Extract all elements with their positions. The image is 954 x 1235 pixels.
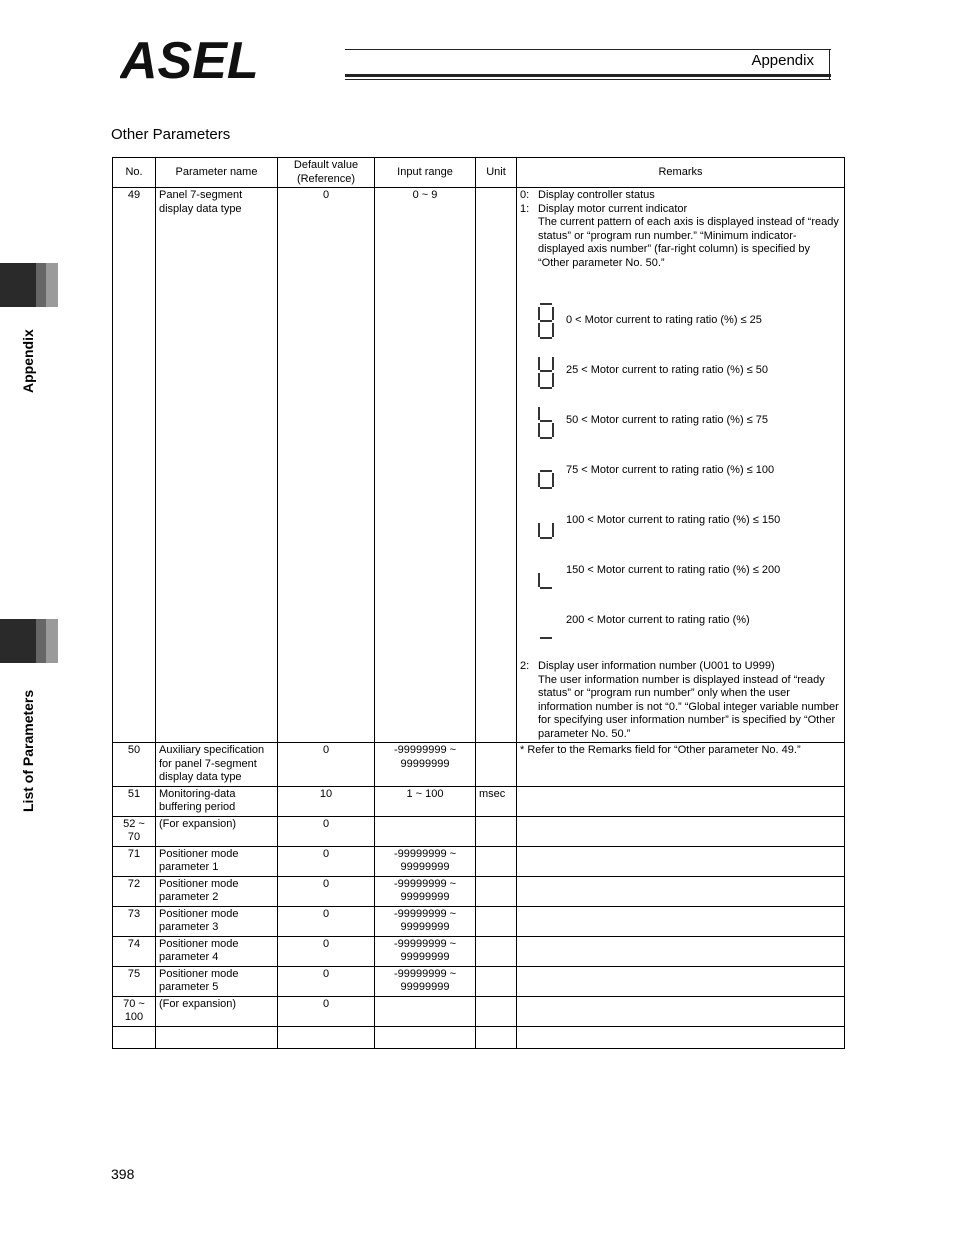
segment-level-label: 150 < Motor current to rating ratio (%) ≤ 200 <box>566 564 781 577</box>
cell-name: Panel 7-segment display data type <box>156 188 278 743</box>
side-tab-appendix: Appendix <box>20 329 36 393</box>
cell-unit <box>476 743 517 787</box>
cell-unit <box>476 906 517 936</box>
cell-unit <box>476 188 517 743</box>
cell-no: 72 <box>113 876 156 906</box>
cell-default: 0 <box>278 906 375 936</box>
seven-segment-icon <box>534 601 558 641</box>
remark-option-2-desc: The user information number is displayed instead of “ready status” or “program run number” only when the user information number is not “0.” “Global integer variable number for specifying user information number” is specified by “Other parameter No. 50.” <box>538 673 839 740</box>
cell-no: 50 <box>113 743 156 787</box>
cell-unit <box>476 966 517 996</box>
cell-unit <box>476 936 517 966</box>
col-default-value: Default value (Reference) <box>278 158 375 188</box>
cell-default: 0 <box>278 188 375 743</box>
segment-level-row <box>520 546 841 596</box>
table-row <box>113 906 845 936</box>
segment-level-label: 200 < Motor current to rating ratio (%) <box>566 614 750 627</box>
cell-remarks <box>517 816 845 846</box>
remark-option-1: 1: Display motor current indicator <box>520 202 688 215</box>
cell-name: Positioner mode parameter 3 <box>156 906 278 936</box>
segment-level-row <box>520 346 841 396</box>
cell-remarks <box>517 966 845 996</box>
cell-name: (For expansion) <box>156 816 278 846</box>
cell-default: 0 <box>278 876 375 906</box>
table-row <box>113 188 845 743</box>
seven-segment-icon <box>534 501 558 541</box>
cell-name: Monitoring-data buffering period <box>156 786 278 816</box>
cell-remarks <box>517 906 845 936</box>
table-row <box>113 786 845 816</box>
segment-level-row <box>520 446 841 496</box>
cell-name: (For expansion) <box>156 996 278 1026</box>
cell-unit <box>476 846 517 876</box>
seven-segment-icon <box>534 551 558 591</box>
page-number: 398 <box>111 1166 135 1182</box>
segment-level-row <box>520 396 841 446</box>
header-rule-top <box>345 49 831 50</box>
table-row <box>113 966 845 996</box>
table-row <box>113 936 845 966</box>
cell-remarks: * Refer to the Remarks field for “Other parameter No. 49.” <box>517 743 845 787</box>
header-section-label: Appendix <box>751 52 814 69</box>
cell-default: 0 <box>278 816 375 846</box>
seven-segment-icon <box>534 451 558 491</box>
cell-unit: msec <box>476 786 517 816</box>
remark-option-2: 2: Display user information number (U001 to U999) <box>520 660 775 672</box>
cell-name: Positioner mode parameter 1 <box>156 846 278 876</box>
cell-no: 52 ~ 70 <box>113 816 156 846</box>
cell-no: 70 ~ 100 <box>113 996 156 1026</box>
side-tab-params-marker <box>0 619 58 663</box>
col-no: No. <box>113 158 156 188</box>
segment-level-row <box>520 496 841 546</box>
segment-level-label: 75 < Motor current to rating ratio (%) ≤ 100 <box>566 464 775 477</box>
segment-level-row <box>520 596 841 646</box>
cell-remarks <box>517 786 845 816</box>
cell-range: -99999999 ~ 99999999 <box>375 876 476 906</box>
header-rule-end <box>829 49 830 80</box>
cell-unit <box>476 996 517 1026</box>
cell-default: 0 <box>278 936 375 966</box>
page-title: Other Parameters <box>111 126 231 143</box>
seven-segment-icon <box>534 301 558 341</box>
cell-default: 0 <box>278 743 375 787</box>
segment-level-list <box>520 296 841 646</box>
cell-default: 0 <box>278 966 375 996</box>
cell-default: 0 <box>278 846 375 876</box>
cell-range: 0 ~ 9 <box>375 188 476 743</box>
side-tab-list-of-parameters: List of Parameters <box>20 689 36 812</box>
table-row <box>113 876 845 906</box>
cell-range: -99999999 ~ 99999999 <box>375 966 476 996</box>
table-row <box>113 846 845 876</box>
col-unit: Unit <box>476 158 517 188</box>
cell-name: Positioner mode parameter 5 <box>156 966 278 996</box>
col-parameter-name: Parameter name <box>156 158 278 188</box>
table-row <box>113 816 845 846</box>
asel-logo <box>120 30 350 86</box>
cell-remarks <box>517 876 845 906</box>
parameters-table <box>112 157 845 1049</box>
cell-name: Auxiliary specification for panel 7-segment display data type <box>156 743 278 787</box>
cell-range <box>375 816 476 846</box>
col-input-range: Input range <box>375 158 476 188</box>
cell-unit <box>476 876 517 906</box>
cell-default: 10 <box>278 786 375 816</box>
segment-level-label: 50 < Motor current to rating ratio (%) ≤ 75 <box>566 414 768 427</box>
header-rule-thick <box>345 74 831 77</box>
cell-range: -99999999 ~ 99999999 <box>375 846 476 876</box>
segment-level-label: 100 < Motor current to rating ratio (%) ≤ 150 <box>566 514 781 527</box>
seven-segment-icon <box>534 401 558 441</box>
cell-default: 0 <box>278 996 375 1026</box>
segment-level-label: 25 < Motor current to rating ratio (%) ≤ 50 <box>566 364 768 377</box>
cell-no: 71 <box>113 846 156 876</box>
cell-range: -99999999 ~ 99999999 <box>375 906 476 936</box>
cell-remarks <box>517 936 845 966</box>
cell-no: 74 <box>113 936 156 966</box>
segment-level-row <box>520 296 841 346</box>
cell-remarks <box>517 846 845 876</box>
remark-option-0: 0: Display controller status <box>520 189 655 201</box>
table-header-row <box>113 158 845 188</box>
cell-name: Positioner mode parameter 4 <box>156 936 278 966</box>
cell-range: -99999999 ~ 99999999 <box>375 743 476 787</box>
cell-range: 1 ~ 100 <box>375 786 476 816</box>
cell-no: 75 <box>113 966 156 996</box>
cell-range <box>375 996 476 1026</box>
cell-no: 51 <box>113 786 156 816</box>
cell-unit <box>476 816 517 846</box>
cell-no: 73 <box>113 906 156 936</box>
logo-text: ASEL <box>120 32 259 86</box>
remark-option-1-desc: The current pattern of each axis is displayed instead of “ready status” or “program run number.” “Minimum indicator-displayed axis number” (far-right column) is specified by “Other parameter No. 50.” <box>538 216 839 269</box>
cell-remarks <box>517 996 845 1026</box>
table-row <box>113 743 845 787</box>
header-rule-bottom <box>345 79 831 80</box>
segment-level-label: 0 < Motor current to rating ratio (%) ≤ 25 <box>566 314 762 327</box>
table-row <box>113 996 845 1026</box>
table-row-empty <box>113 1026 845 1048</box>
col-remarks: Remarks <box>517 158 845 188</box>
cell-no: 49 <box>113 188 156 743</box>
side-tab-appendix-marker <box>0 263 58 307</box>
seven-segment-icon <box>534 351 558 391</box>
cell-remarks <box>517 188 845 743</box>
cell-name: Positioner mode parameter 2 <box>156 876 278 906</box>
cell-range: -99999999 ~ 99999999 <box>375 936 476 966</box>
